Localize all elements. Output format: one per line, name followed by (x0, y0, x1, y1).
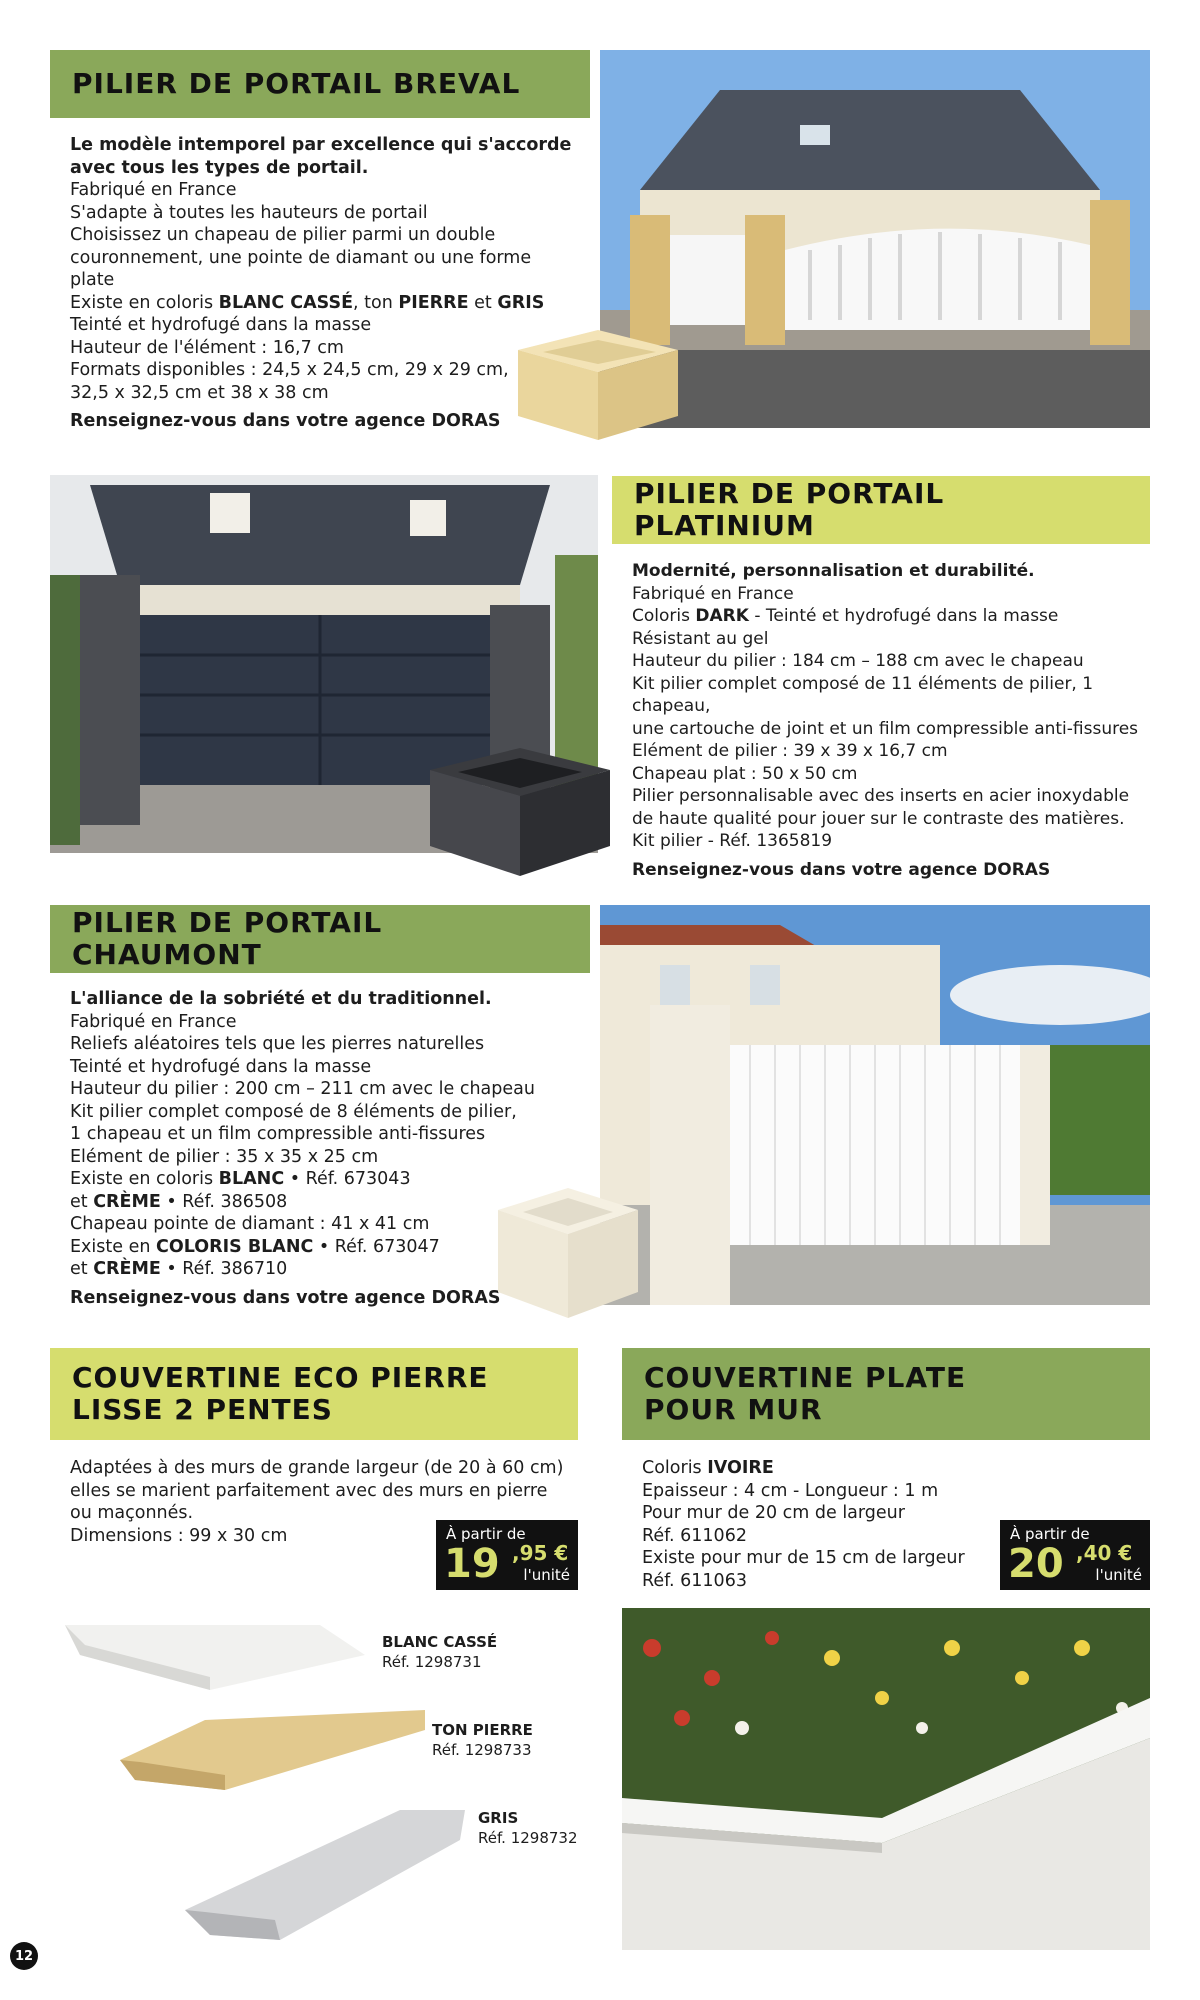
chaumont-c3-pre: Existe en (70, 1236, 157, 1257)
chaumont-house-photo (600, 905, 1150, 1305)
page-number: 12 (10, 1942, 38, 1970)
platinium-description (632, 560, 1152, 881)
plate-price-int: 20 (1008, 1541, 1064, 1587)
eco-price-int: 19 (444, 1541, 500, 1587)
eco-variant-name: GRIS (478, 1809, 519, 1827)
plate-price-dec: ,40 € (1076, 1541, 1133, 1565)
eco-line: ou maçonnés. (70, 1503, 194, 1523)
chaumont-pillar-block-image (493, 1180, 643, 1320)
breval-colors-pre: Existe en coloris (70, 292, 219, 313)
chaumont-lead: L'alliance de la sobriété et du traditionnel. (70, 989, 492, 1009)
breval-footer: Renseignez-vous dans votre agence DORAS (70, 411, 501, 431)
platinium-color-name: DARK (695, 606, 749, 626)
platinium-line: Kit pilier - Réf. 1365819 (632, 831, 833, 851)
platinium-color (632, 605, 1152, 628)
platinium-line: Elément de pilier : 39 x 39 x 16,7 cm (632, 741, 948, 761)
plate-price-tag (1000, 1520, 1150, 1590)
eco-variant-name: BLANC CASSÉ (382, 1633, 498, 1651)
chaumont-line: Reliefs aléatoires tels que les pierres naturelles (70, 1034, 485, 1054)
plate-line: Epaisseur : 4 cm - Longueur : 1 m (642, 1480, 939, 1501)
eco-variant-ref: Réf. 1298733 (432, 1741, 532, 1759)
chaumont-c1-name: BLANC (218, 1169, 285, 1189)
breval-line: Formats disponibles : 24,5 x 24,5 cm, 29 x 29 cm, (70, 360, 509, 380)
plate-line: Existe pour mur de 15 cm de largeur (642, 1548, 965, 1568)
platinium-title: PILIER DE PORTAIL PLATINIUM (634, 476, 945, 542)
eco-coping-grey-image (180, 1800, 470, 1945)
breval-colors (70, 292, 590, 315)
plate-title-line-1: COUVERTINE PLATE (644, 1360, 967, 1394)
chaumont-c2-pre: et (70, 1191, 94, 1212)
chaumont-title-banner (50, 905, 590, 973)
eco-line: Dimensions : 99 x 30 cm (70, 1525, 288, 1546)
chaumont-c4-name: CRÈME (93, 1259, 161, 1279)
chaumont-line: Kit pilier complet composé de 8 éléments de pilier, (70, 1101, 517, 1122)
plate-wall-photo (622, 1608, 1150, 1950)
chaumont-c3-name: COLORIS BLANC (156, 1236, 314, 1257)
eco-price-unit: l'unité (523, 1566, 570, 1584)
chaumont-line: Chapeau pointe de diamant : 41 x 41 cm (70, 1214, 430, 1234)
breval-color-3: GRIS (497, 292, 545, 313)
eco-line: elles se marient parfaitement avec des murs en pierre (70, 1480, 548, 1501)
breval-lead-1: Le modèle intemporel par excellence qui s'accorde (70, 135, 572, 155)
platinium-line: Kit pilier complet composé de 11 éléments de pilier, 1 chapeau, (632, 673, 1094, 716)
platinium-pillar-block-image (420, 740, 620, 880)
chaumont-line: Hauteur du pilier : 200 cm – 211 cm avec le chapeau (70, 1079, 535, 1099)
breval-line: Choisissez un chapeau de pilier parmi un double (70, 225, 496, 245)
plate-price-from: À partir de (1010, 1525, 1090, 1543)
eco-variant-ref: Réf. 1298732 (478, 1829, 578, 1847)
eco-title-line-2: LISSE 2 PENTES (72, 1393, 333, 1426)
platinium-line: Chapeau plat : 50 x 50 cm (632, 763, 858, 784)
platinium-footer: Renseignez-vous dans votre agence DORAS (632, 859, 1051, 880)
plate-title-line-2: POUR MUR (644, 1393, 823, 1426)
eco-price-from: À partir de (446, 1525, 526, 1543)
breval-line: S'adapte à toutes les hauteurs de portail (70, 202, 428, 223)
plate-color-pre: Coloris (642, 1458, 708, 1478)
eco-variant (382, 1632, 497, 1672)
chaumont-line: Fabriqué en France (70, 1011, 237, 1032)
platinium-line: une cartouche de joint et un film compressible anti-fissures (632, 718, 1139, 739)
plate-line: Pour mur de 20 cm de largeur (642, 1503, 905, 1523)
plate-title (644, 1362, 966, 1426)
breval-line: Fabriqué en France (70, 180, 237, 200)
eco-variant-ref: Réf. 1298731 (382, 1653, 482, 1671)
chaumont-c1-ref: • Réf. 673043 (284, 1169, 411, 1189)
chaumont-c4-pre: et (70, 1259, 94, 1279)
breval-line: couronnement, une pointe de diamant ou une forme (70, 247, 532, 268)
eco-price-tag (436, 1520, 578, 1590)
chaumont-title: PILIER DE PORTAIL CHAUMONT (72, 905, 383, 971)
breval-color-1: BLANC CASSÉ (218, 292, 354, 313)
plate-description (642, 1457, 982, 1592)
breval-title-banner (50, 50, 590, 118)
chaumont-line: Teinté et hydrofugé dans la masse (70, 1056, 372, 1077)
eco-title (72, 1362, 489, 1426)
platinium-lead: Modernité, personnalisation et durabilité. (632, 561, 1035, 581)
plate-color-name: IVOIRE (707, 1458, 774, 1478)
eco-coping-stone-image (115, 1700, 435, 1795)
eco-title-banner (50, 1348, 578, 1440)
breval-line: plate (70, 270, 115, 290)
breval-line: Teinté et hydrofugé dans la masse (70, 315, 372, 335)
chaumont-line: Elément de pilier : 35 x 35 x 25 cm (70, 1146, 379, 1167)
chaumont-c2-ref: • Réf. 386508 (160, 1191, 288, 1212)
plate-line: Réf. 611063 (642, 1570, 747, 1591)
plate-title-banner (622, 1348, 1150, 1440)
breval-color-2: PIERRE (398, 292, 469, 313)
chaumont-c3-ref: • Réf. 673047 (313, 1236, 440, 1257)
platinium-line: Hauteur du pilier : 184 cm – 188 cm avec le chapeau (632, 651, 1084, 671)
chaumont-footer: Renseignez-vous dans votre agence DORAS (70, 1287, 501, 1308)
breval-title: PILIER DE PORTAIL BREVAL (72, 66, 521, 100)
chaumont-c1-pre: Existe en coloris (70, 1169, 219, 1189)
eco-variant (478, 1808, 578, 1848)
chaumont-c2-name: CRÈME (93, 1191, 161, 1212)
platinium-line: Pilier personnalisable avec des inserts en acier inoxydable (632, 786, 1130, 806)
platinium-color-pre: Coloris (632, 606, 696, 626)
breval-colors-and: et (468, 292, 498, 313)
eco-title-line-1: COUVERTINE ECO PIERRE (72, 1360, 489, 1394)
platinium-line: Fabriqué en France (632, 583, 794, 604)
plate-color (642, 1457, 982, 1480)
plate-price-unit: l'unité (1095, 1566, 1142, 1584)
breval-pillar-block-image (508, 320, 688, 445)
eco-variant (432, 1720, 533, 1760)
platinium-color-post: - Teinté et hydrofugé dans la masse (748, 606, 1059, 626)
chaumont-line: 1 chapeau et un film compressible anti-fissures (70, 1124, 486, 1144)
platinium-line: Résistant au gel (632, 628, 769, 649)
platinium-title-banner (612, 476, 1150, 544)
breval-colors-mid: , ton (353, 292, 399, 313)
eco-coping-white-image (60, 1615, 370, 1695)
eco-line: Adaptées à des murs de grande largeur (de 20 à 60 cm) (70, 1458, 564, 1478)
eco-price-dec: ,95 € (512, 1541, 569, 1565)
breval-lead-2: avec tous les types de portail. (70, 157, 369, 178)
breval-line: 32,5 x 32,5 cm et 38 x 38 cm (70, 382, 329, 403)
breval-line: Hauteur de l'élément : 16,7 cm (70, 337, 344, 358)
platinium-line: de haute qualité pour jouer sur le contraste des matières. (632, 808, 1125, 829)
plate-line: Réf. 611062 (642, 1525, 747, 1546)
eco-variant-name: TON PIERRE (432, 1721, 533, 1739)
chaumont-c4-ref: • Réf. 386710 (160, 1259, 288, 1279)
